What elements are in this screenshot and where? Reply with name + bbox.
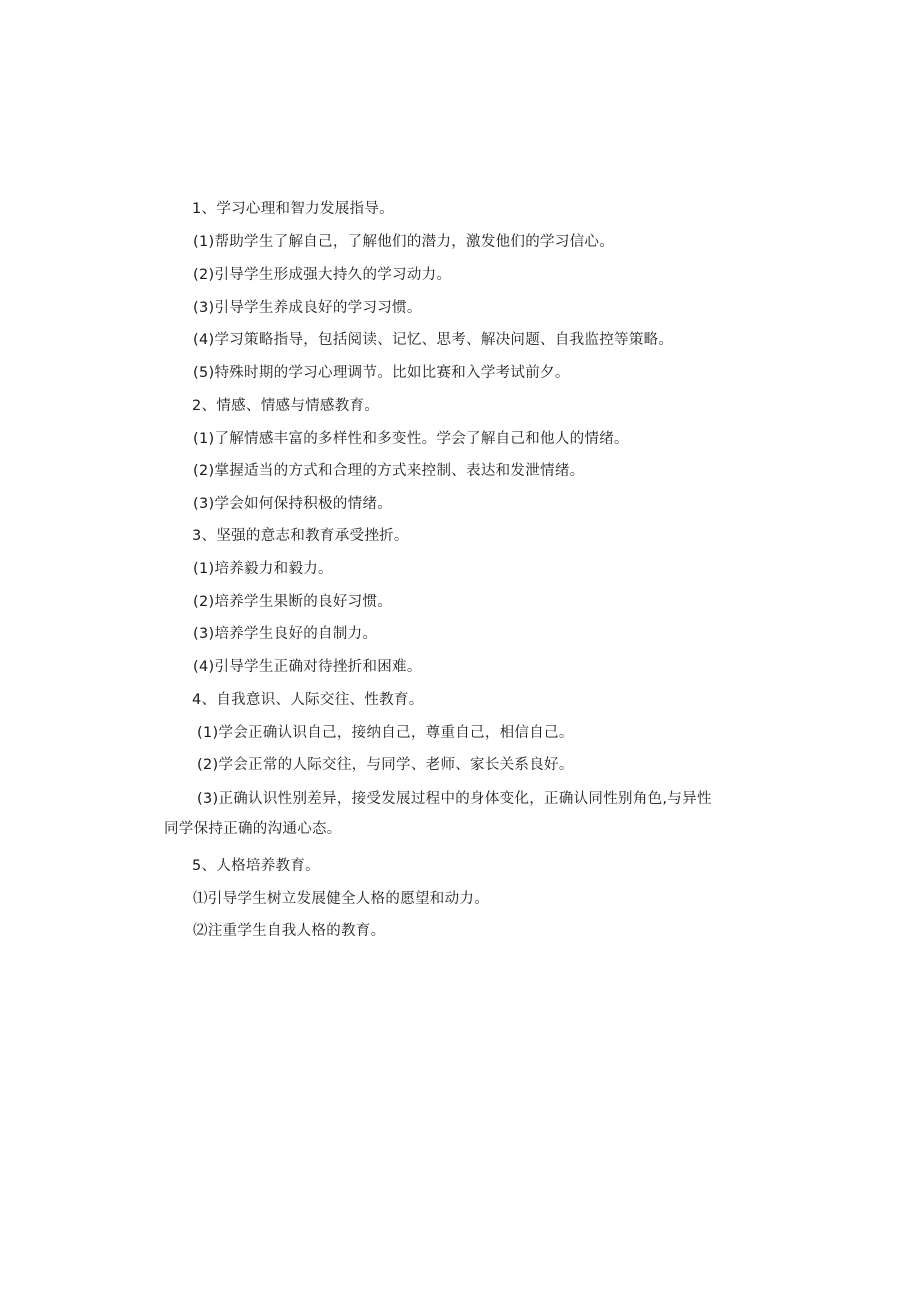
section-1-item-3: (3)引导学生养成良好的学习习惯。 [193, 300, 422, 316]
section-2-item-1: (1)了解情感丰富的多样性和多变性。学会了解自己和他人的情绪。 [193, 431, 629, 447]
section-4-item-2: (2)学会正常的人际交往，与同学、老师、家长关系良好。 [197, 757, 574, 773]
section-1-item-5: (5)特殊时期的学习心理调节。比如比赛和入学考试前夕。 [193, 365, 570, 381]
section-1-heading: 1、学习心理和智力发展指导。 [192, 201, 394, 217]
section-3-item-3: (3)培养学生良好的自制力。 [193, 626, 378, 642]
section-3-item-1: (1)培养毅力和毅力。 [193, 561, 333, 577]
section-1-item-4: (4)学习策略指导，包括阅读、记忆、思考、解决问题、自我监控等策略。 [193, 332, 674, 348]
section-4-heading: 4、自我意识、人际交往、性教育。 [192, 692, 424, 708]
section-3-heading: 3、坚强的意志和教育承受挫折。 [192, 528, 409, 544]
section-4-item-3: (3)正确认识性别差异，接受发展过程中的身体变化，正确认同性别角色,与异性 [197, 791, 712, 807]
section-2-heading: 2、情感、情感与情感教育。 [192, 398, 380, 414]
section-5-item-2: ⑵注重学生自我人格的教育。 [193, 923, 386, 939]
section-5-item-1: ⑴引导学生树立发展健全人格的愿望和动力。 [193, 891, 489, 907]
section-2-item-3: (3)学会如何保持积极的情绪。 [193, 496, 393, 512]
section-3-item-4: (4)引导学生正确对待挫折和困难。 [193, 659, 422, 675]
section-1-item-2: (2)引导学生形成强大持久的学习动力。 [193, 267, 452, 283]
section-4-item-1: (1)学会正确认识自己，接纳自己，尊重自己，相信自己。 [197, 725, 574, 741]
section-3-item-2: (2)培养学生果断的良好习惯。 [193, 594, 393, 610]
section-1-item-1: (1)帮助学生了解自己，了解他们的潜力，激发他们的学习信心。 [193, 234, 615, 250]
section-4-item-3-continuation: 同学保持正确的沟通心态。 [164, 821, 342, 837]
section-5-heading: 5、人格培养教育。 [192, 858, 320, 874]
section-2-item-2: (2)掌握适当的方式和合理的方式来控制、表达和发泄情绪。 [193, 463, 585, 479]
